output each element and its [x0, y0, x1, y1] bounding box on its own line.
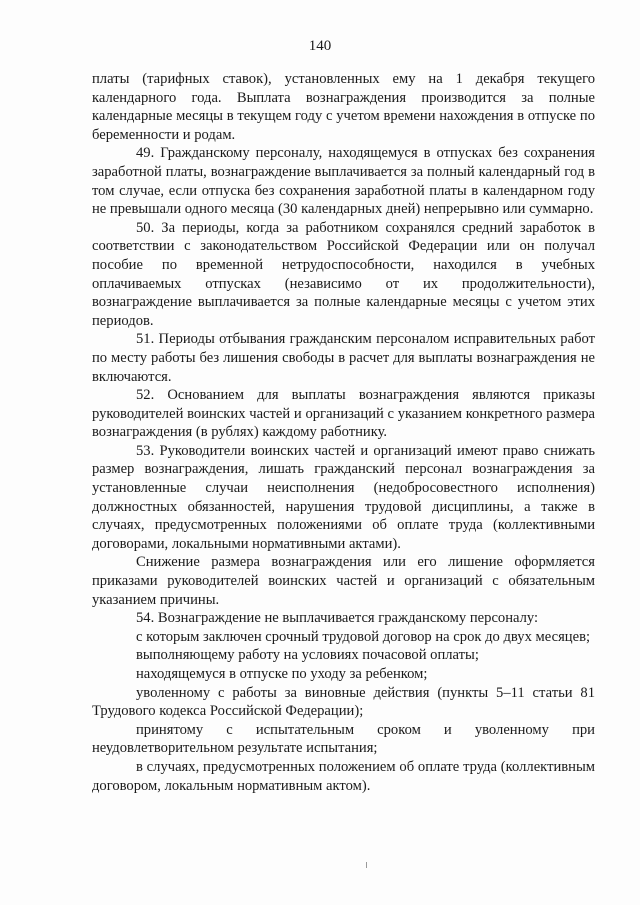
list-item-dismissed: уволенному с работы за виновные действия (пункты 5–11 статьи 81 Трудового кодекса Российской Федерации); — [92, 684, 595, 720]
scan-mark — [366, 862, 367, 868]
paragraph-54: 54. Вознаграждение не выплачивается гражданскому персоналу: — [136, 610, 539, 627]
paragraph-52: 52. Основанием для выплаты вознаграждения являются приказы руководителей воинских частей и организаций с указанием конкретного размера вознаграждения (в рублях) каждому работнику. — [92, 387, 595, 441]
list-item-childcare-leave: находящемуся в отпуске по уходу за ребенком; — [136, 666, 428, 682]
paragraph-continuation: платы (тарифных ставок), установленных ему на 1 декабря текущего календарного года. Выплата вознаграждения производится за полные календарные месяцы в текущем году с учетом времени нахождения в отпуске по беременности и родам. — [92, 71, 595, 143]
page-number: 140 — [308, 38, 332, 54]
list-item-fixed-term: с которым заключен срочный трудовой договор на срок до двух месяцев; — [136, 628, 591, 645]
document-body — [92, 70, 595, 795]
list-item-other-cases: в случаях, предусмотренных положением об оплате труда (коллективным договором, локальным нормативным актом). — [92, 758, 595, 794]
list-item-hourly: выполняющему работу на условиях почасовой оплаты; — [136, 647, 479, 664]
paragraph-53-reduction: Снижение размера вознаграждения или его лишение оформляется приказами руководителей воинских частей и организаций с обязательным указанием причины. — [92, 554, 595, 608]
paragraph-53: 53. Руководители воинских частей и организаций имеют право снижать размер вознаграждения, лишать гражданский персонал вознаграждения за установленные случаи неисполнения (недобросовестного исполнения) должностных обязанностей, нарушения трудовой дисциплины, а также в случаях, предусмотренных положениями об оплате труда (коллективными договорами, локальными нормативными актами). — [92, 442, 595, 552]
paragraph-50: 50. За периоды, когда за работником сохранялся средний заработок в соответствии с законодательством Российской Федерации или он получал пособие по временной нетрудоспособности, находился в учебных оплачиваемых отпусках (независимо от их продолжительности), вознаграждение выплачивается за полные календарные месяцы с учетом этих периодов. — [92, 219, 595, 329]
list-item-probation: принятому с испытательным сроком и уволенному при неудовлетворительном результате испытания; — [92, 721, 595, 757]
paragraph-51: 51. Периоды отбывания гражданским персоналом исправительных работ по месту работы без лишения свободы в расчет для выплаты вознаграждения не включаются. — [92, 331, 595, 385]
paragraph-49: 49. Гражданскому персоналу, находящемуся в отпусках без сохранения заработной платы, вознаграждение выплачивается за полный календарный год в том случае, если отпуска без сохранения заработной платы в календарном году не превышали одного месяца (30 календарных дней) непрерывно или суммарно. — [92, 145, 595, 218]
